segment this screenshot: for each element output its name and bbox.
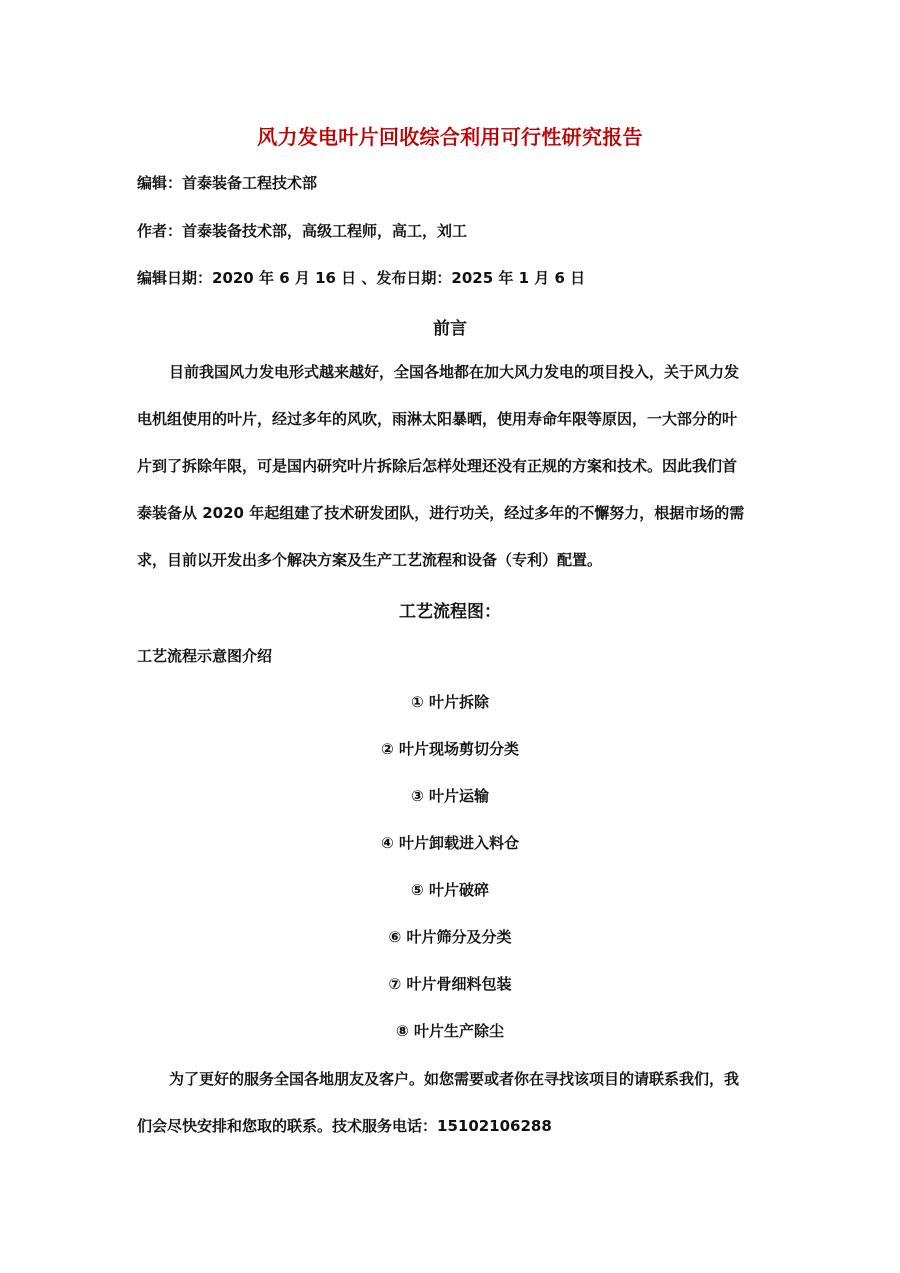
preface-line: 电机组使用的叶片，经过多年的风吹，雨淋太阳暴晒，使用寿命年限等原因，一大部分的叶 xyxy=(137,410,738,428)
preface-line: 泰装备从 2020 年起组建了技术研发团队，进行功关，经过多年的不懈努力，根据市场的需 xyxy=(137,504,745,522)
preface-heading: 前言 xyxy=(433,319,467,339)
contact-line: 们会尽快安排和您取的联系。技术服务电话：15102106288 xyxy=(137,1117,552,1135)
preface-line: 片到了拆除年限，可是国内研究叶片拆除后怎样处理还没有正规的方案和技术。因此我们首 xyxy=(137,457,738,475)
process-step: ⑥ 叶片筛分及分类 xyxy=(388,928,512,946)
process-subheading: 工艺流程示意图介绍 xyxy=(137,647,273,665)
process-step: ② 叶片现场剪切分类 xyxy=(381,740,519,758)
preface-line: 目前我国风力发电形式越来越好，全国各地都在加大风力发电的项目投入，关于风力发 xyxy=(169,363,740,381)
author-line: 作者：首泰装备技术部，高级工程师，高工，刘工 xyxy=(137,222,468,240)
process-step: ③ 叶片运输 xyxy=(411,787,489,805)
process-step: ⑧ 叶片生产除尘 xyxy=(396,1022,504,1040)
process-step: ④ 叶片卸载进入料仓 xyxy=(381,834,519,852)
dates-line: 编辑日期：2020 年 6 月 16 日 、发布日期：2025 年 1 月 6 日 xyxy=(137,269,586,287)
editor-line: 编辑：首泰装备工程技术部 xyxy=(137,174,318,192)
contact-line: 为了更好的服务全国各地朋友及客户。如您需要或者你在寻找该项目的请联系我们，我 xyxy=(169,1070,740,1088)
process-heading: 工艺流程图： xyxy=(399,602,501,622)
preface-line: 求，目前以开发出多个解决方案及生产工艺流程和设备（专利）配置。 xyxy=(137,551,603,569)
document-title: 风力发电叶片回收综合利用可行性研究报告 xyxy=(257,125,643,149)
process-step: ⑦ 叶片骨细料包装 xyxy=(388,975,512,993)
process-step: ⑤ 叶片破碎 xyxy=(411,881,489,899)
process-step: ① 叶片拆除 xyxy=(411,693,489,711)
